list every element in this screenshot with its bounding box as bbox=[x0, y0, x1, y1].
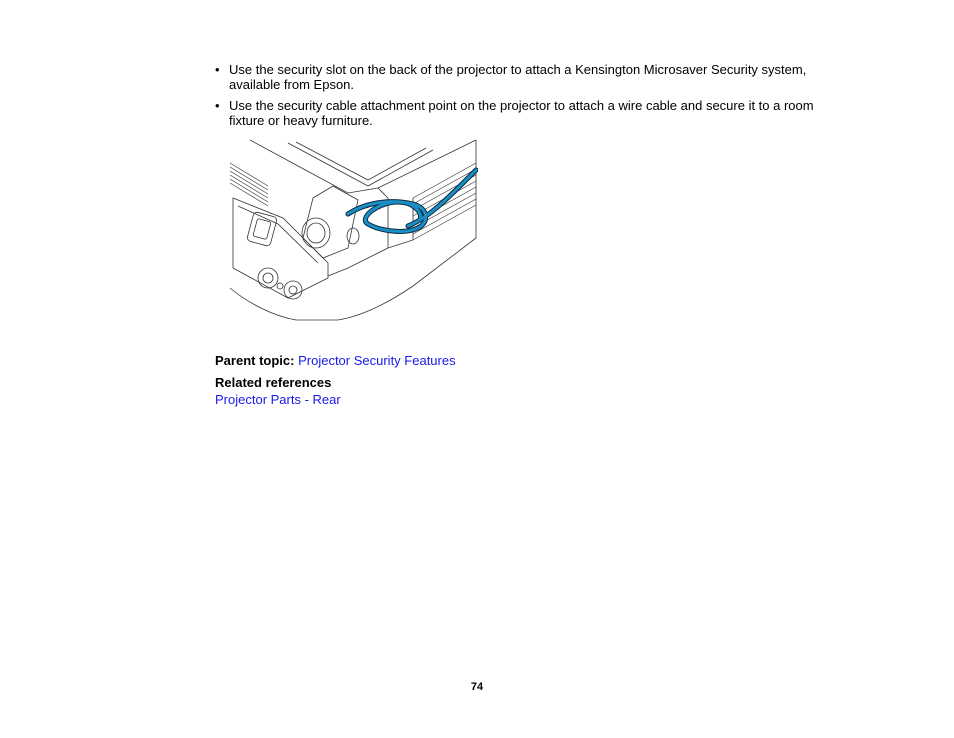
connector-port bbox=[258, 268, 278, 288]
connector-port bbox=[284, 281, 302, 299]
bullet-list bbox=[215, 62, 825, 134]
related-references-heading: Related references bbox=[215, 375, 332, 390]
bullet-marker: • bbox=[215, 98, 220, 113]
projector-body-outline bbox=[230, 140, 476, 320]
bullet-item bbox=[215, 62, 825, 92]
left-vent bbox=[230, 163, 268, 206]
related-reference-link[interactable]: Projector Parts - Rear bbox=[215, 392, 341, 407]
page-number: 74 bbox=[470, 681, 484, 693]
bullet-text: Use the security cable attachment point on the projector to attach a wire cable and secure it to a room fixture or heavy furniture. bbox=[229, 98, 814, 128]
bullet-item bbox=[215, 98, 825, 128]
bullet-marker: • bbox=[215, 62, 220, 77]
parent-topic-link[interactable]: Projector Security Features bbox=[298, 353, 456, 368]
bullet-text: Use the security slot on the back of the projector to attach a Kensington Microsaver Security system, available from Epson. bbox=[229, 62, 807, 92]
projector-top-edge bbox=[250, 140, 476, 193]
related-reference-item bbox=[215, 392, 341, 407]
parent-topic bbox=[215, 353, 456, 368]
security-slot bbox=[302, 218, 330, 248]
projector-security-cable-illustration bbox=[228, 138, 478, 323]
parent-topic-label: Parent topic: bbox=[215, 353, 295, 368]
